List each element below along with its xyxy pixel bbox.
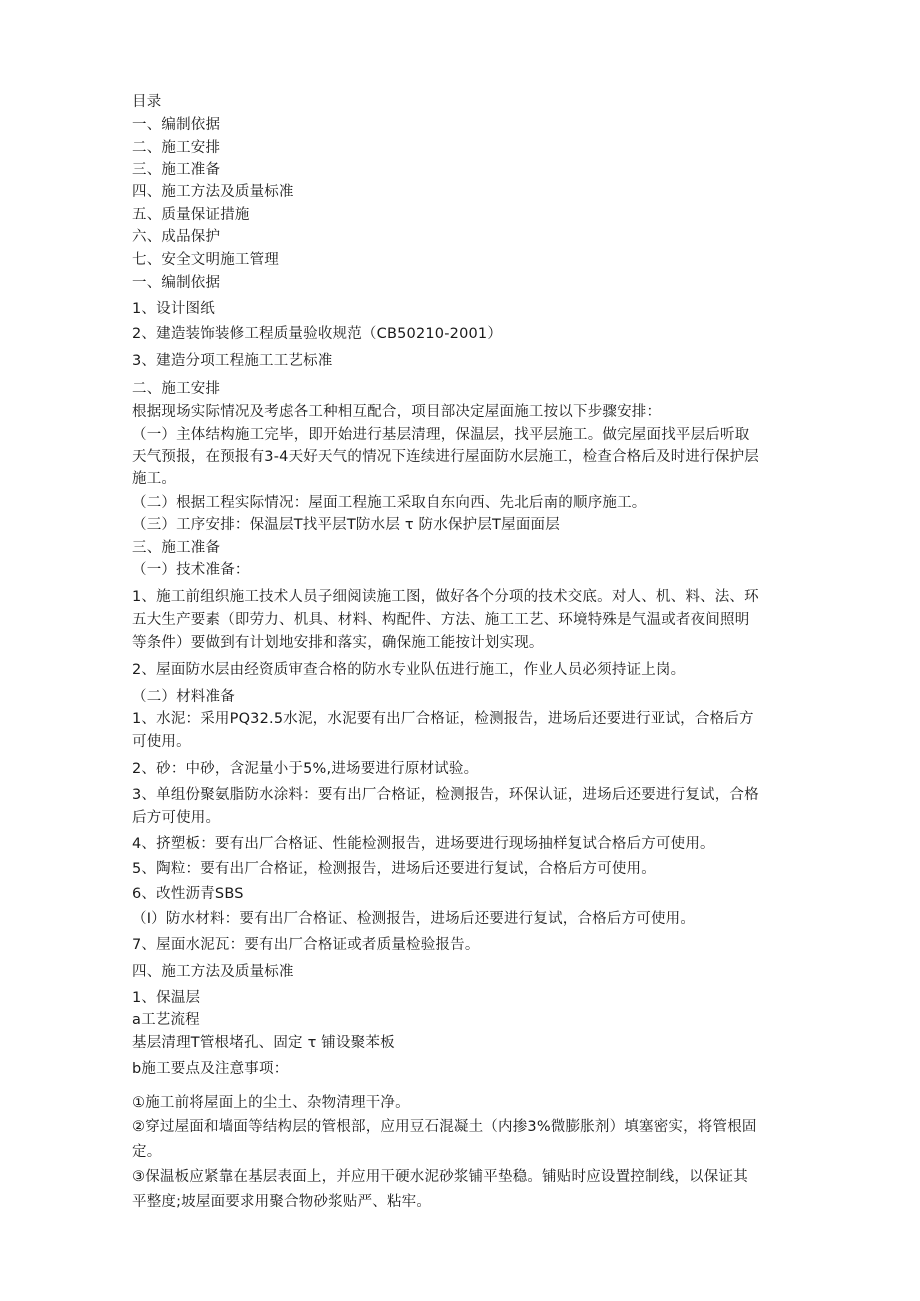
paragraph: （三）工序安排：保温层T找平层T防水层 τ 防水保护层T屋面面层	[132, 517, 560, 533]
paragraph: （I）防水材料：要有出厂合格证、检测报告，进场后还要进行复试，合格后方可使用。	[132, 911, 696, 927]
paragraph: 可使用。	[132, 734, 191, 750]
paragraph: 后方可使用。	[132, 810, 221, 826]
section-heading: 二、施工安排	[132, 381, 221, 397]
section-heading: 三、施工准备	[132, 540, 221, 556]
paragraph: 4、挤塑板：要有出厂合格证、性能检测报告，进场要进行现场抽样复试合格后方可使用。	[132, 836, 715, 852]
sub-heading: （二）材料准备	[132, 689, 235, 705]
toc-item: 三、施工准备	[132, 162, 221, 178]
paragraph: 1、水泥：采用PQ32.5水泥，水泥要有出厂合格证，检测报告，进场后还要进行亚试，合格后方	[132, 711, 754, 727]
paragraph: 平整度;坡屋面要求用聚合物砂浆贴严、粘牢。	[132, 1194, 432, 1210]
toc-item: 五、质量保证措施	[132, 207, 250, 223]
list-item: 3、建造分项工程施工工艺标准	[132, 353, 333, 369]
paragraph: 6、改性沥青SBS	[132, 886, 244, 902]
sub-heading: 1、保温层	[132, 990, 201, 1006]
toc-item: 四、施工方法及质量标准	[132, 184, 294, 200]
paragraph: （一）主体结构施工完毕，即开始进行基层清理，保温层，找平层施工。做完屋面找平层后听取	[132, 427, 750, 443]
paragraph: 五大生产要素（即劳力、机具、材料、构配件、方法、施工工艺、环境特殊是气温或者夜间照明	[132, 612, 750, 628]
sub-heading: （一）技术准备：	[132, 562, 250, 578]
toc-title: 目录	[132, 94, 162, 110]
toc-item: 二、施工安排	[132, 140, 221, 156]
list-item: 2、建造装饰装修工程质量验收规范（CB50210-2001）	[132, 326, 503, 342]
section-heading: 一、编制依据	[132, 275, 221, 291]
toc-item: 一、编制依据	[132, 117, 221, 133]
paragraph: 7、屋面水泥瓦：要有出厂合格证或者质量检验报告。	[132, 937, 480, 953]
toc-item: 六、成品保护	[132, 229, 221, 245]
paragraph: 等条件）要做到有计划地安排和落实，确保施工能按计划实现。	[132, 635, 544, 651]
section-heading: 四、施工方法及质量标准	[132, 964, 294, 980]
list-item: 1、设计图纸	[132, 301, 215, 317]
paragraph: ②穿过屋面和墙面等结构层的管根部，应用豆石混凝土（内掺3%微膨胀剂）填塞密实，将管根固	[132, 1119, 757, 1135]
paragraph: 施工。	[132, 471, 177, 487]
paragraph: 2、屋面防水层由经资质审查合格的防水专业队伍进行施工，作业人员必须持证上岗。	[132, 662, 686, 678]
paragraph: 3、单组份聚氨脂防水涂料：要有出厂合格证，检测报告，环保认证，进场后还要进行复试，合格	[132, 787, 759, 803]
paragraph: （二）根据工程实际情况：屋面工程施工采取自东向西、先北后南的顺序施工。	[132, 495, 647, 511]
paragraph: a工艺流程	[132, 1012, 200, 1028]
paragraph: 5、陶粒：要有出厂合格证，检测报告，进场后还要进行复试，合格后方可使用。	[132, 861, 656, 877]
paragraph: ③保温板应紧靠在基层表面上，并应用干硬水泥砂浆铺平垫稳。铺贴时应设置控制线，以保证其	[132, 1169, 748, 1185]
paragraph: 天气预报，在预报有3-4天好天气的情况下连续进行屋面防水层施工，检查合格后及时进行保护层	[132, 449, 759, 465]
paragraph: 根据现场实际情况及考虑各工种相互配合，项目部决定屋面施工按以下步骤安排：	[132, 404, 662, 420]
paragraph: 1、施工前组织施工技术人员子细阅读施工图，做好各个分项的技术交底。对人、机、料、法、环	[132, 589, 759, 605]
paragraph: 基层清理T管根堵孔、固定 τ 铺设聚苯板	[132, 1035, 395, 1051]
paragraph: ①施工前将屋面上的尘土、杂物清理干净。	[132, 1095, 410, 1111]
paragraph: 定。	[132, 1144, 162, 1160]
paragraph: 2、砂：中砂，含泥量小于5%,进场要进行原材试验。	[132, 761, 479, 777]
toc-item: 七、安全文明施工管理	[132, 252, 279, 268]
paragraph: b施工要点及注意事项：	[132, 1061, 289, 1077]
